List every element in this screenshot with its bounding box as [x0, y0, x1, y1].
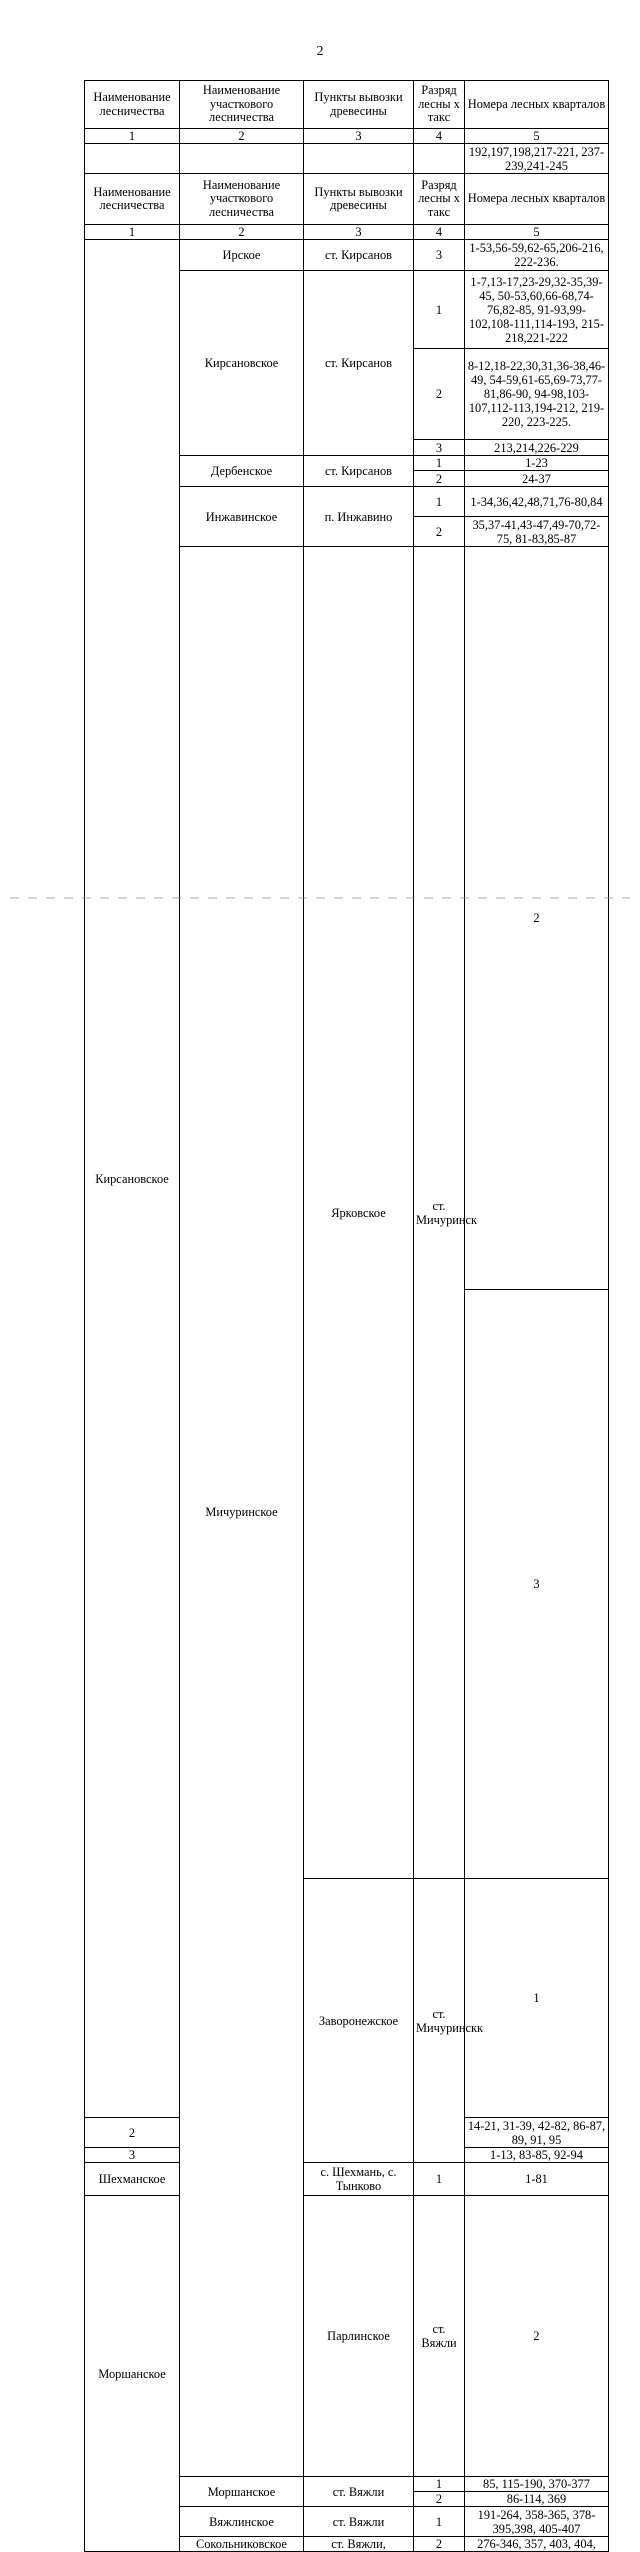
district-name: Кирсановское [180, 271, 304, 456]
tax-grade: 3 [414, 240, 465, 271]
quarters-cell: 1-34,36,42,48,71,76-80,84 [465, 487, 609, 517]
header-tax-grade: Разряд лесны х такс [414, 81, 465, 129]
quarters-cell: 192,197,198,217-221, 237-239,241-245 [465, 144, 609, 174]
tax-grade: 3 [414, 440, 465, 456]
tax-grade: 2 [414, 349, 465, 440]
header-export-points: Пункты вывозки древесины [304, 81, 414, 129]
column-numbers-row [85, 225, 609, 240]
export-point: ст. Мичуринск [414, 547, 465, 1879]
empty-cell [304, 144, 414, 174]
district-name: Шехманское [85, 2163, 180, 2196]
district-name: Ирское [180, 240, 304, 271]
scan-artifact [10, 897, 630, 899]
tax-grade: 3 [85, 2148, 180, 2163]
header-row [85, 174, 609, 225]
table-row [85, 2163, 609, 2196]
header-row [85, 81, 609, 129]
header-district-forestry: Наименование участкового лесничества [180, 174, 304, 225]
tax-grade: 2 [414, 471, 465, 487]
column-number: 4 [414, 225, 465, 240]
header-district-forestry: Наименование участкового лесничества [180, 81, 304, 129]
header-tax-grade: Разряд лесны х такс [414, 174, 465, 225]
forestry-name: Мичуринское [180, 547, 304, 2477]
forestry-table [84, 80, 609, 2552]
table-row [85, 2196, 609, 2477]
tax-grade: 2 [465, 2196, 609, 2477]
tax-grade: 2 [85, 2118, 180, 2148]
empty-cell [414, 144, 465, 174]
column-numbers-row [85, 129, 609, 144]
continuation-row [85, 144, 609, 174]
quarters-cell: 191-264, 358-365, 378-395,398, 405-407 [465, 2507, 609, 2537]
header-quarters: Номера лесных кварталов [465, 174, 609, 225]
export-point: ст. Кирсанов [304, 240, 414, 271]
column-number: 2 [180, 225, 304, 240]
tax-grade: 1 [465, 1879, 609, 2118]
district-name: Парлинское [304, 2196, 414, 2477]
district-name: Инжавинское [180, 487, 304, 547]
export-point: ст. Вяжли [304, 2507, 414, 2537]
quarters-cell: 8-12,18-22,30,31,36-38,46-49, 54-59,61-65,69-73,77-81,86-90, 94-98,103-107,112-113,194-212, 219-220, 223-225. [465, 349, 609, 440]
export-point: ст. Вяжли [414, 2196, 465, 2477]
column-number: 1 [85, 225, 180, 240]
quarters-cell: 1-81 [465, 2163, 609, 2196]
quarters-cell: 1-13, 83-85, 92-94 [465, 2148, 609, 2163]
tax-grade: 2 [465, 547, 609, 1290]
forestry-name: Моршанское [85, 2196, 180, 2552]
empty-cell [180, 144, 304, 174]
quarters-cell: 276-346, 357, 403, 404, [465, 2537, 609, 2552]
tax-grade: 1 [414, 2477, 465, 2492]
district-name: Ярковское [304, 547, 414, 1879]
tax-grade: 2 [414, 2492, 465, 2507]
district-name: Сокольниковское [180, 2537, 304, 2552]
export-point: ст. Кирсанов [304, 271, 414, 456]
header-forestry: Наименование лесничества [85, 174, 180, 225]
page-number: 2 [316, 44, 324, 59]
tax-grade: 3 [465, 1290, 609, 1879]
header-export-points: Пункты вывозки древесины [304, 174, 414, 225]
tax-grade: 1 [414, 2507, 465, 2537]
export-point: ст. Вяжли, [304, 2537, 414, 2552]
district-name: Вяжлинское [180, 2507, 304, 2537]
empty-cell [85, 144, 180, 174]
tax-grade: 1 [414, 456, 465, 471]
district-name: Дербенское [180, 456, 304, 487]
quarters-cell: 1-7,13-17,23-29,32-35,39-45, 50-53,60,66-68,74-76,82-85, 91-93,99-102,108-111,114-193, 215-218,221-222 [465, 271, 609, 349]
quarters-cell: 35,37-41,43-47,49-70,72-75, 81-83,85-87 [465, 517, 609, 547]
tax-grade: 2 [414, 2537, 465, 2552]
column-number: 5 [465, 129, 609, 144]
quarters-cell: 24-37 [465, 471, 609, 487]
tax-grade: 2 [414, 517, 465, 547]
quarters-cell: 86-114, 369 [465, 2492, 609, 2507]
column-number: 2 [180, 129, 304, 144]
column-number: 5 [465, 225, 609, 240]
column-number: 3 [304, 225, 414, 240]
forestry-name: Кирсановское [85, 240, 180, 2118]
header-forestry: Наименование лесничества [85, 81, 180, 129]
quarters-cell: 14-21, 31-39, 42-82, 86-87, 89, 91, 95 [465, 2118, 609, 2148]
quarters-cell: 1-53,56-59,62-65,206-216, 222-236. [465, 240, 609, 271]
header-quarters: Номера лесных кварталов [465, 81, 609, 129]
export-point: п. Инжавино [304, 487, 414, 547]
export-point: ст. Вяжли [304, 2477, 414, 2507]
export-point: ст. Кирсанов [304, 456, 414, 487]
column-number: 4 [414, 129, 465, 144]
tax-grade: 1 [414, 2163, 465, 2196]
quarters-cell: 1-23 [465, 456, 609, 471]
export-point: ст. Мичуринскк [414, 1879, 465, 2163]
tax-grade: 1 [414, 487, 465, 517]
district-name: Моршанское [180, 2477, 304, 2507]
quarters-cell: 85, 115-190, 370-377 [465, 2477, 609, 2492]
tax-grade: 1 [414, 271, 465, 349]
district-name: Заворонежское [304, 1879, 414, 2163]
table-row [85, 240, 609, 271]
column-number: 3 [304, 129, 414, 144]
quarters-cell: 213,214,226-229 [465, 440, 609, 456]
column-number: 1 [85, 129, 180, 144]
export-point: с. Шехмань, с. Тынково [304, 2163, 414, 2196]
